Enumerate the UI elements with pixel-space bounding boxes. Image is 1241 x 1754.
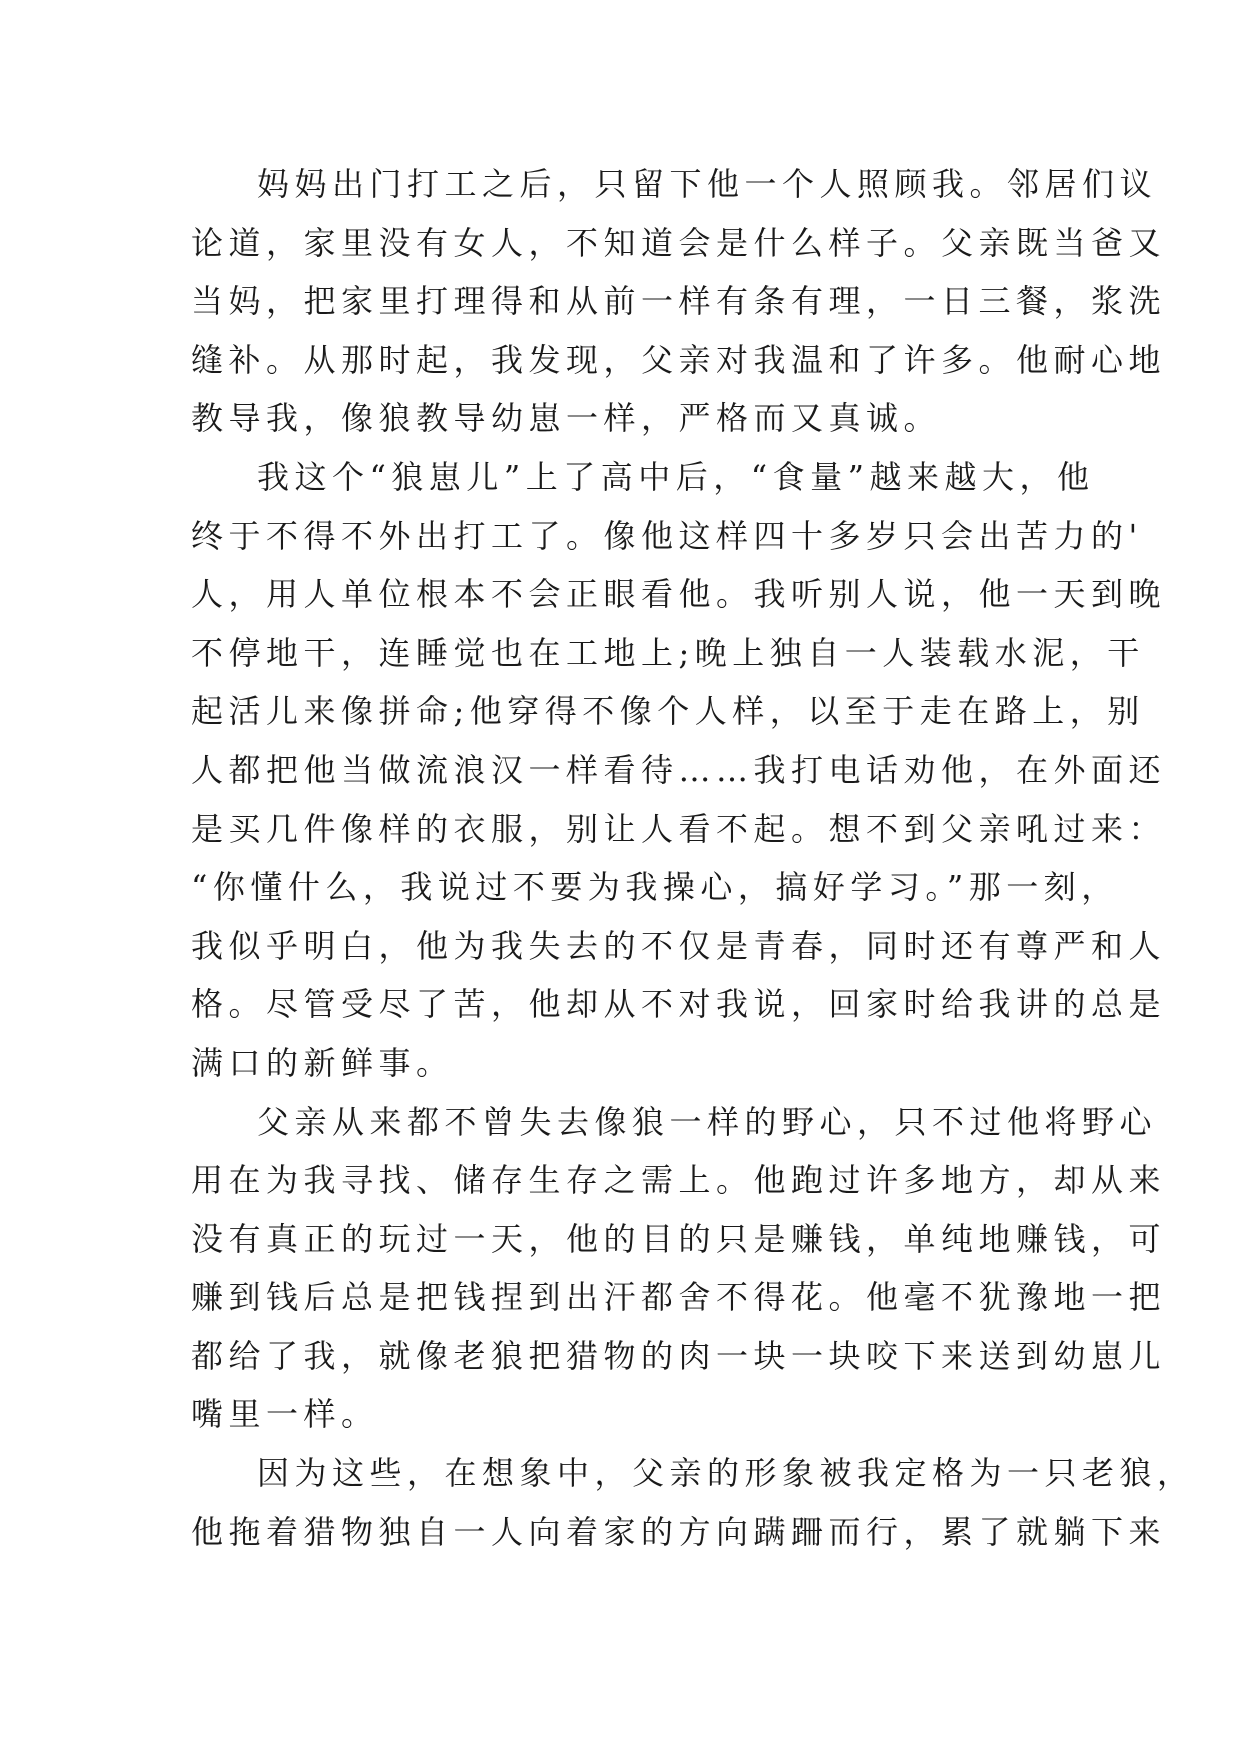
text-line: 妈妈出门打工之后，只留下他一个人照顾我。邻居们议 bbox=[257, 165, 1158, 203]
text-line: 不停地干，连睡觉也在工地上;晚上独自一人装载水泥，干 bbox=[191, 633, 1145, 672]
text-line: 父亲从来都不曾失去像狼一样的野心，只不过他将野心 bbox=[257, 1102, 1158, 1141]
text-line: 人，用人单位根本不会正眼看他。我听别人说，他一天到晚 bbox=[191, 575, 1167, 614]
text-line: 都给了我，就像老狼把猎物的肉一块一块咬下来送到幼崽儿 bbox=[191, 1336, 1167, 1375]
body-text bbox=[191, 155, 1195, 1561]
text-line: 嘴里一样。 bbox=[191, 1395, 379, 1434]
text-line: 论道，家里没有女人，不知道会是什么样子。父亲既当爸又 bbox=[191, 223, 1167, 262]
text-line: 赚到钱后总是把钱捏到出汗都舍不得花。他毫不犹豫地一把 bbox=[191, 1278, 1167, 1317]
text-line: 我似乎明白，他为我失去的不仅是青春，同时还有尊严和人 bbox=[191, 926, 1167, 965]
text-line: 没有真正的玩过一天，他的目的只是赚钱，单纯地赚钱，可 bbox=[191, 1219, 1167, 1258]
text-line: 人都把他当做流浪汉一样看待……我打电话劝他，在外面还 bbox=[191, 750, 1167, 789]
text-line: 格。尽管受尽了苦，他却从不对我说，回家时给我讲的总是 bbox=[191, 985, 1167, 1024]
text-line: 因为这些，在想象中，父亲的形象被我定格为一只老狼， bbox=[257, 1454, 1195, 1493]
text-line: 满口的新鲜事。 bbox=[191, 1043, 454, 1082]
text-line: 他拖着猎物独自一人向着家的方向蹒跚而行，累了就躺下来 bbox=[191, 1512, 1167, 1551]
text-line: 起活儿来像拼命;他穿得不像个人样，以至于走在路上，别 bbox=[191, 692, 1145, 731]
text-line: 我这个“狼崽儿”上了高中后，“食量”越来越大，他 bbox=[257, 457, 1095, 496]
text-line: 教导我，像狼教导幼崽一样，严格而又真诚。 bbox=[191, 399, 942, 438]
text-line: 当妈，把家里打理得和从前一样有条有理，一日三餐，浆洗 bbox=[191, 282, 1167, 321]
text-line: 缝补。从那时起，我发现，父亲对我温和了许多。他耐心地 bbox=[191, 340, 1167, 379]
text-line: 用在为我寻找、储存生存之需上。他跑过许多地方，却从来 bbox=[191, 1161, 1167, 1200]
text-line: 是买几件像样的衣服，别让人看不起。想不到父亲吼过来： bbox=[191, 809, 1167, 848]
text-line: 终于不得不外出打工了。像他这样四十多岁只会出苦力的' bbox=[191, 516, 1143, 555]
text-line: “你懂什么，我说过不要为我操心，搞好学习。”那一刻， bbox=[191, 868, 1119, 907]
